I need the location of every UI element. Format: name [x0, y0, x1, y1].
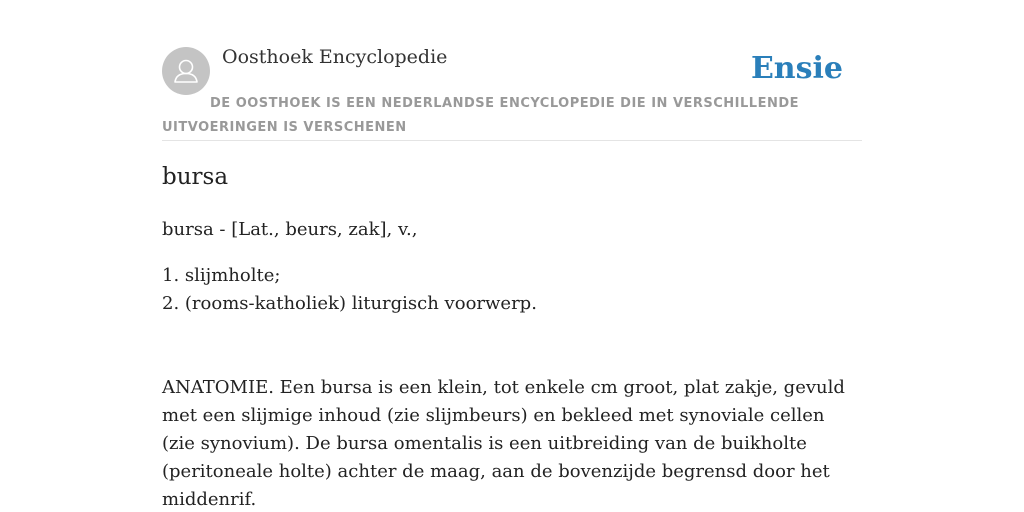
sense-item: 2. (rooms-katholiek) liturgisch voorwerp. — [162, 293, 537, 314]
source-name-link[interactable]: Oosthoek Encyclopedie — [222, 46, 448, 68]
sense-list — [162, 262, 862, 318]
sense-item: 1. slijmholte; — [162, 265, 281, 286]
source-description: DE OOSTHOEK IS EEN NEDERLANDSE ENCYCLOPEDIE DIE IN VERSCHILLENDE UITVOERINGEN IS VERSCHENEN — [162, 96, 800, 135]
brand-logo-link[interactable]: Ensie — [750, 51, 843, 86]
anatomy-paragraph: ANATOMIE. Een bursa is een klein, tot enkele cm groot, plat zakje, gevuld met een slijmige inhoud (zie slijmbeurs) en bekleed met synoviale cellen (zie synovium). De bursa omentalis is een uitbreiding van de buikholte (peritoneale holte) achter de maag, aan de bovenzijde begrensd door het middenrif. — [162, 377, 845, 510]
entry-definition: bursa - [Lat., beurs, zak], v., — [162, 219, 418, 240]
user-icon — [162, 47, 210, 95]
entry-title: bursa — [162, 164, 229, 190]
source-header — [162, 46, 862, 141]
source-avatar[interactable] — [162, 47, 210, 95]
